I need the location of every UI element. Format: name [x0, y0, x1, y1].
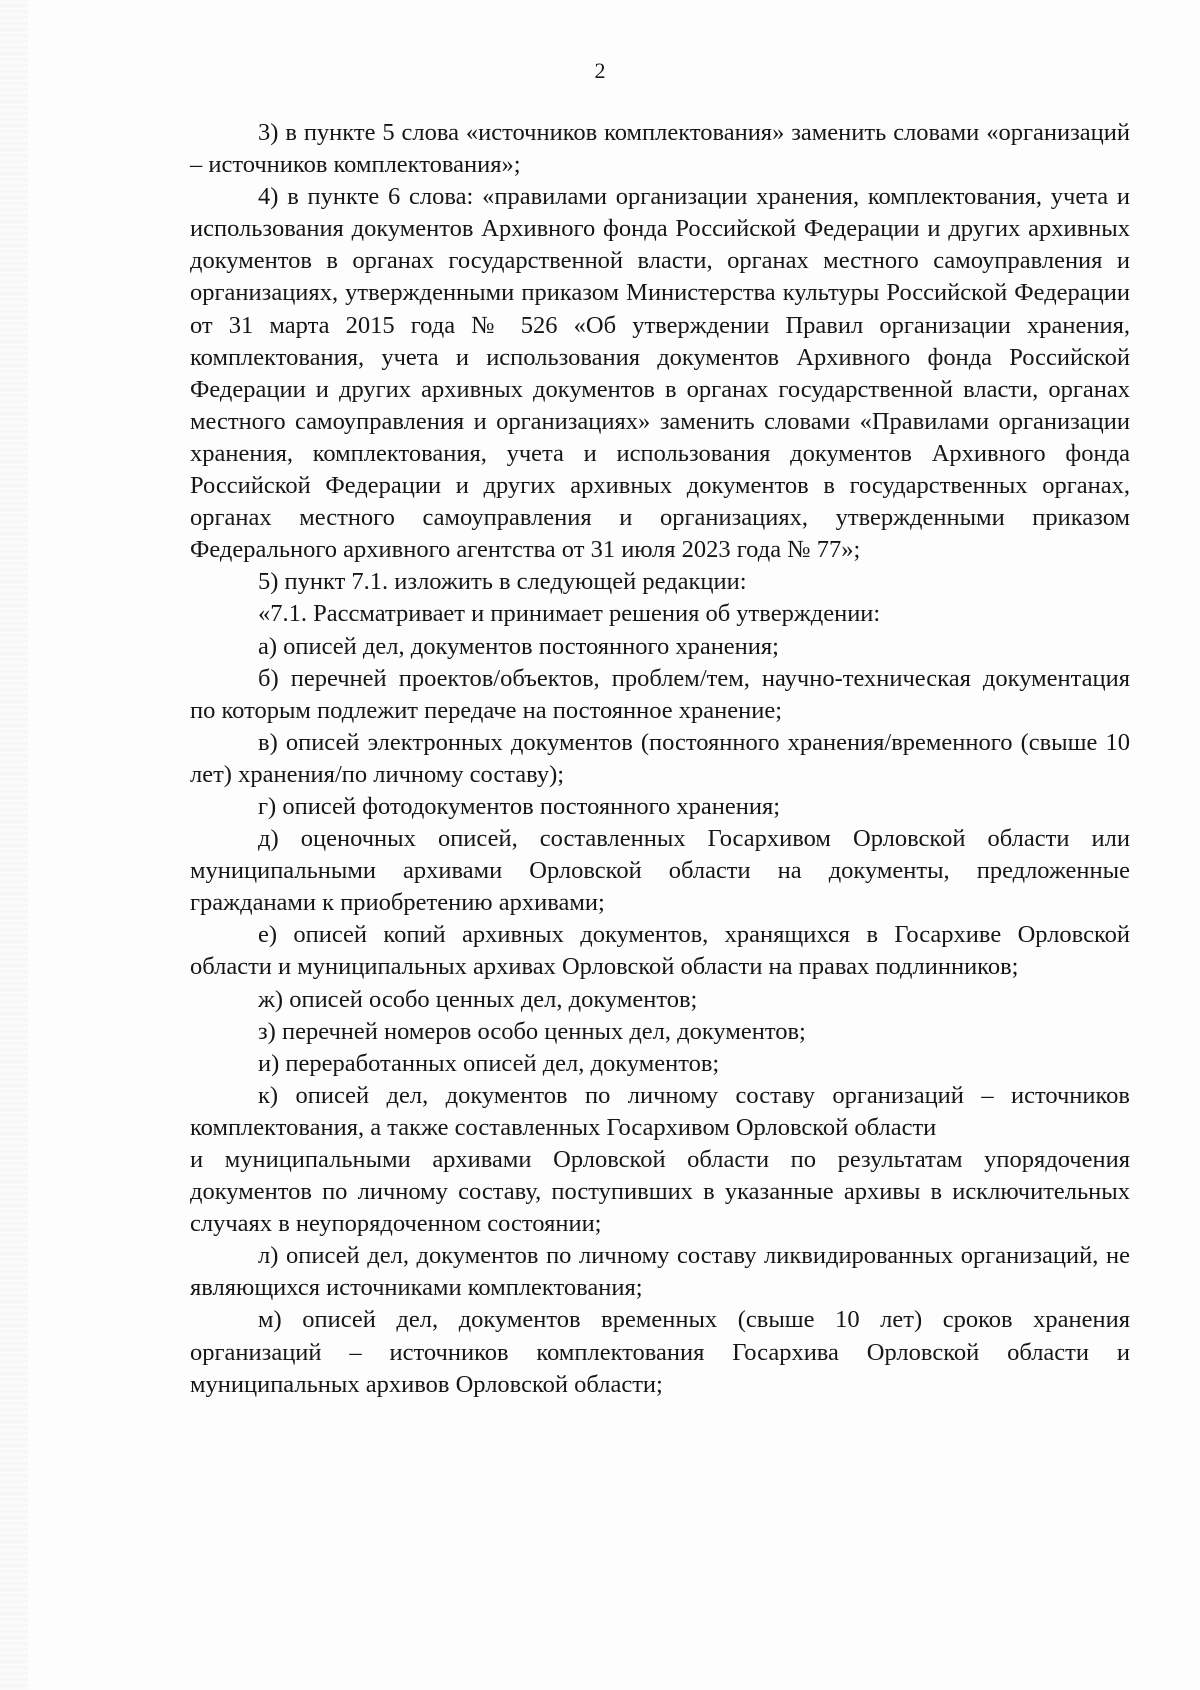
- paragraph: ж) описей особо ценных дел, документов;: [258, 985, 698, 1013]
- page-number: 2: [594, 58, 606, 83]
- paragraph: а) описей дел, документов постоянного хранения;: [258, 632, 779, 660]
- paragraph: м) описей дел, документов временных (свыше 10 лет) сроков хранения организаций – источников комплектования Госархива Орловской области и муниципальных архивов Орловской области;: [190, 1306, 1130, 1398]
- paragraph: и муниципальными архивами Орловской области по результатам упорядочения документов по личному составу, поступивших в указанные архивы в исключительных случаях в неупорядоченном состоянии;: [190, 1146, 1130, 1238]
- paragraph: к) описей дел, документов по личному составу организаций – источников комплектования, а также составленных Госархивом Орловской области: [190, 1081, 1130, 1141]
- scan-edge: [0, 0, 28, 1690]
- paragraph: в) описей электронных документов (постоянного хранения/временного (свыше 10 лет) хранения/по личному составу);: [190, 728, 1130, 788]
- paragraph: д) оценочных описей, составленных Госархивом Орловской области или муниципальными архивами Орловской области на документы, предложенные гражданами к приобретению архивами;: [190, 825, 1130, 917]
- paragraph: 5) пункт 7.1. изложить в следующей редакции:: [258, 568, 747, 596]
- paragraph: е) описей копий архивных документов, хранящихся в Госархиве Орловской области и муниципальных архивах Орловской области на правах подлинников;: [190, 921, 1130, 981]
- paragraph: з) перечней номеров особо ценных дел, документов;: [258, 1017, 806, 1045]
- paragraph: 4) в пункте 6 слова: «правилами организации хранения, комплектования, учета и использования документов Архивного фонда Российской Федерации и других архивных документов в органах государственной власти, органах местного самоуправления и организациях, утвержденными приказом Министерства культуры Российской Федерации от 31 марта 2015 года № 526 «Об утверждении Правил организации хранения, комплектования, учета и использования документов Архивного фонда Российской Федерации и других архивных документов в органах государственной власти, органах местного самоуправления и организациях» заменить словами «Правилами организации хранения, комплектования, учета и использования документов Архивного фонда Российской Федерации и других архивных документов в государственных органах, органах местного самоуправления и организациях, утвержденными приказом Федерального архивного агентства от 31 июля 2023 года № 77»;: [190, 183, 1130, 564]
- paragraph: 3) в пункте 5 слова «источников комплектования» заменить словами «организаций – источников комплектования»;: [190, 119, 1130, 179]
- paragraph: «7.1. Рассматривает и принимает решения об утверждении:: [258, 600, 881, 628]
- paragraph: б) перечней проектов/объектов, проблем/тем, научно-техническая документация по которым подлежит передаче на постоянное хранение;: [190, 664, 1130, 724]
- paragraph: л) описей дел, документов по личному составу ликвидированных организаций, не являющихся источниками комплектования;: [190, 1242, 1130, 1302]
- paragraph: г) описей фотодокументов постоянного хранения;: [258, 792, 781, 820]
- paragraph: и) переработанных описей дел, документов;: [258, 1049, 720, 1077]
- document-body: [190, 117, 1130, 1401]
